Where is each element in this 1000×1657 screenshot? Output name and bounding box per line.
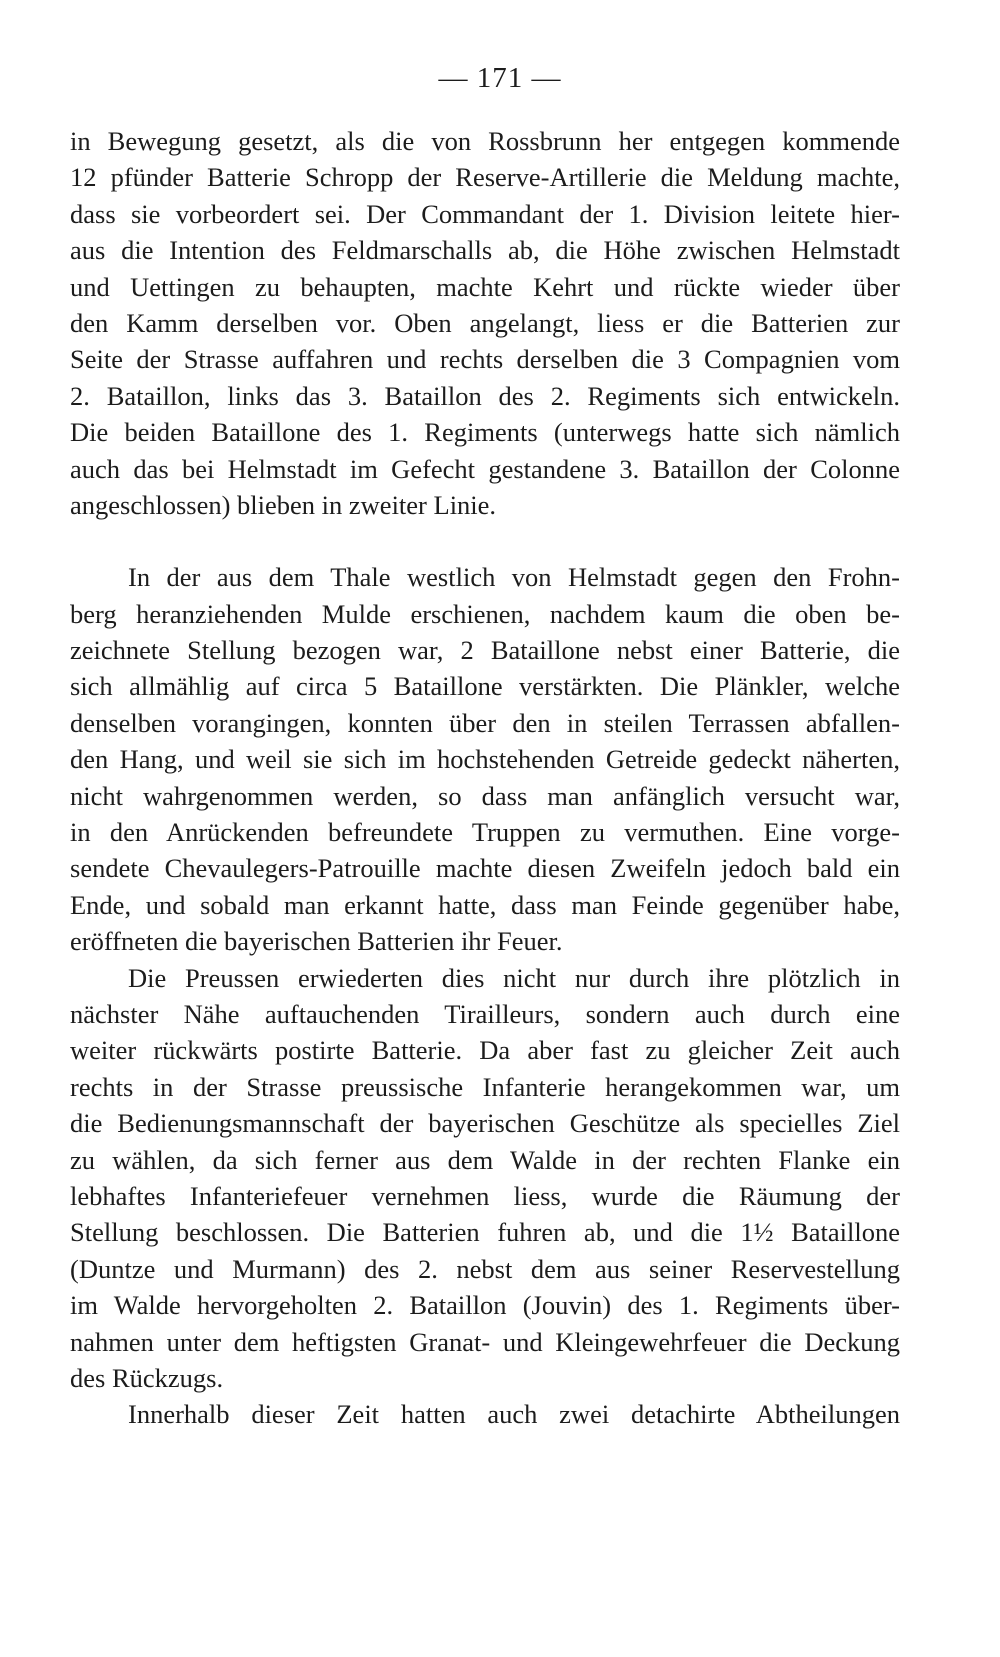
text-line: 2. Bataillon, links das 3. Bataillon des 2. Regiments sich entwickeln. (70, 380, 900, 411)
paragraph (70, 1396, 900, 1432)
text-line: des Rückzugs. (70, 1362, 224, 1393)
paragraph (70, 123, 900, 523)
page-number: — 171 — (438, 62, 562, 94)
paragraph (70, 559, 900, 959)
text-line: den Kamm derselben vor. Oben angelangt, liess er die Batterien zur (70, 307, 900, 338)
text-line: nicht wahrgenommen werden, so dass man anfänglich versucht war, (70, 780, 900, 811)
text-line: nahmen unter dem heftigsten Granat- und Kleingewehrfeuer die Deckung (70, 1326, 900, 1357)
text-line: auch das bei Helmstadt im Gefecht gestandene 3. Bataillon der Colonne (70, 453, 900, 484)
text-line: zeichnete Stellung bezogen war, 2 Bataillone nebst einer Batterie, die (70, 635, 900, 666)
text-line: in den Anrückenden befreundete Truppen zu vermuthen. Eine vorge- (70, 817, 900, 848)
text-line: und Uettingen zu behaupten, machte Kehrt und rückte wieder über (70, 271, 900, 302)
text-line: Die Preussen erwiederten dies nicht nur durch ihre plötzlich in (128, 962, 900, 993)
text-line: berg heranziehenden Mulde erschienen, nachdem kaum die oben be- (70, 598, 900, 629)
text-line: zu wählen, da sich ferner aus dem Walde in der rechten Flanke ein (70, 1144, 900, 1175)
text-line: weiter rückwärts postirte Batterie. Da aber fast zu gleicher Zeit auch (70, 1035, 900, 1066)
text-line: nächster Nähe auftauchenden Tirailleurs, sondern auch durch eine (70, 998, 900, 1029)
text-line: den Hang, und weil sie sich im hochstehenden Getreide gedeckt näherten, (70, 744, 900, 775)
text-line: sendete Chevaulegers-Patrouille machte diesen Zweifeln jedoch bald ein (70, 853, 900, 884)
text-line: lebhaftes Infanteriefeuer vernehmen liess, wurde die Räumung der (70, 1180, 900, 1211)
text-line: sich allmählig auf circa 5 Bataillone verstärkten. Die Plänkler, welche (70, 671, 900, 702)
text-line: (Duntze und Murmann) des 2. nebst dem aus seiner Reservestellung (70, 1253, 900, 1284)
text-line: dass sie vorbeordert sei. Der Commandant der 1. Division leitete hier- (70, 198, 900, 229)
text-line: Die beiden Bataillone des 1. Regiments (unterwegs hatte sich nämlich (70, 417, 900, 448)
text-line: Stellung beschlossen. Die Batterien fuhren ab, und die 1½ Bataillone (70, 1217, 900, 1248)
text-line: in Bewegung gesetzt, als die von Rossbrunn her entgegen kommende (70, 126, 900, 156)
text-line: angeschlossen) blieben in zweiter Linie. (70, 489, 497, 520)
body-text (70, 123, 900, 1433)
text-line: im Walde hervorgeholten 2. Bataillon (Jouvin) des 1. Regiments über- (70, 1290, 900, 1321)
text-line: In der aus dem Thale westlich von Helmstadt gegen den Frohn- (128, 562, 900, 593)
paragraph-gap (70, 523, 900, 559)
text-line: Seite der Strasse auffahren und rechts derselben die 3 Compagnien vom (70, 344, 900, 375)
text-line: Ende, und sobald man erkannt hatte, dass man Feinde gegenüber habe, (70, 889, 900, 920)
text-line: die Bedienungsmannschaft der bayerischen Geschütze als specielles Ziel (70, 1108, 900, 1139)
text-line: 12 pfünder Batterie Schropp der Reserve-Artillerie die Meldung machte, (70, 162, 900, 193)
text-line: denselben vorangingen, konnten über den in steilen Terrassen abfallen- (70, 707, 900, 738)
paragraph (70, 960, 900, 1397)
text-line: aus die Intention des Feldmarschalls ab, die Höhe zwischen Helmstadt (70, 235, 900, 266)
text-line: eröffneten die bayerischen Batterien ihr Feuer. (70, 926, 563, 957)
text-line: Innerhalb dieser Zeit hatten auch zwei detachirte Abtheilungen (128, 1399, 900, 1430)
text-line: rechts in der Strasse preussische Infanterie herangekommen war, um (70, 1071, 900, 1102)
